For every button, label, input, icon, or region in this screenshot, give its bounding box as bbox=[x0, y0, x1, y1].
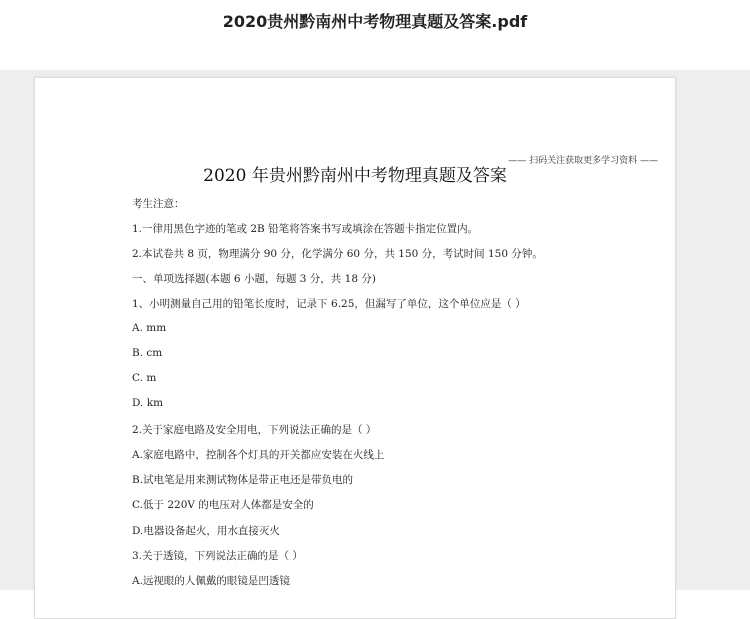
question-3-option-a: A.远视眼的人佩戴的眼镜是凹透镜 bbox=[132, 575, 290, 587]
notice-line-2: 2.本试卷共 8 页，物理满分 90 分，化学满分 60 分，共 150 分，考试时间 150 分钟。 bbox=[132, 248, 543, 260]
watermark-text: —— 扫码关注获取更多学习资料 —— bbox=[508, 156, 658, 166]
question-1: 1、小明测量自己用的铅笔长度时，记录下 6.25，但漏写了单位，这个单位应是（ ） bbox=[132, 298, 526, 310]
question-2-option-b: B.试电笔是用来测试物体是带正电还是带负电的 bbox=[132, 474, 354, 486]
section-heading: 一、单项选择题(本题 6 小题，每题 3 分，共 18 分) bbox=[132, 273, 376, 285]
question-1-option-c: C. m bbox=[132, 372, 157, 384]
question-2-option-d: D.电器设备起火，用水直接灭火 bbox=[132, 525, 280, 537]
question-1-option-d: D. km bbox=[132, 397, 164, 409]
question-1-option-a: A. mm bbox=[132, 322, 167, 334]
question-3: 3.关于透镜，下列说法正确的是（ ） bbox=[132, 550, 303, 562]
question-2-option-a: A.家庭电路中，控制各个灯具的开关都应安装在火线上 bbox=[132, 449, 385, 461]
question-2-option-c: C.低于 220V 的电压对人体都是安全的 bbox=[132, 499, 314, 511]
file-title: 2020贵州黔南州中考物理真题及答案.pdf bbox=[222, 12, 528, 31]
question-1-option-b: B. cm bbox=[132, 347, 163, 359]
pdf-page bbox=[34, 77, 676, 619]
question-2: 2.关于家庭电路及安全用电，下列说法正确的是（ ） bbox=[132, 424, 377, 436]
notice-line-1: 1.一律用黑色字迹的笔或 2B 铅笔将答案书写或填涂在答题卡指定位置内。 bbox=[132, 223, 479, 235]
document-title: 2020 年贵州黔南州中考物理真题及答案 bbox=[203, 166, 507, 186]
viewer-header bbox=[0, 0, 750, 70]
notice-heading: 考生注意： bbox=[132, 198, 185, 210]
